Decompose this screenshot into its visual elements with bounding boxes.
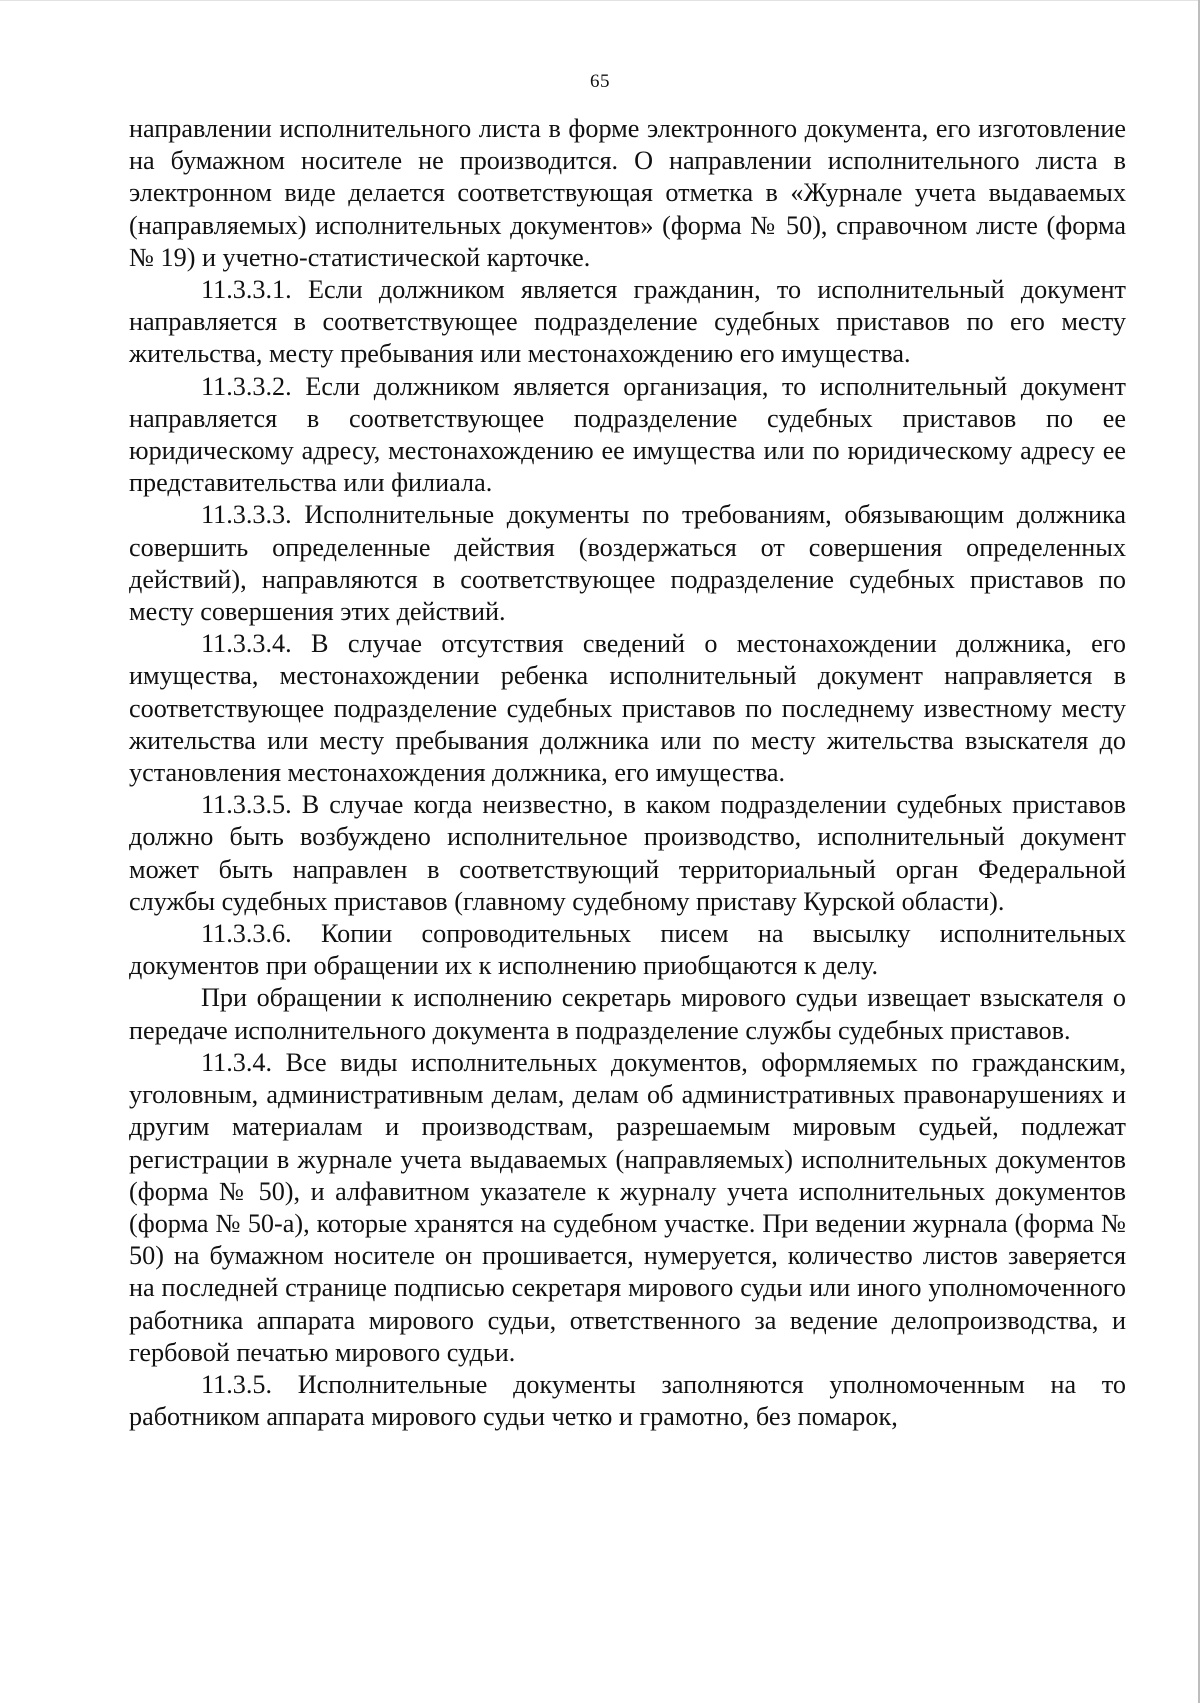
paragraph-11-3-3-5: 11.3.3.5. В случае когда неизвестно, в каком подразделении судебных приставов должно быть возбуждено исполнительное производство, исполнительный документ может быть направлен в соответствующий территориальный орган Федеральной службы судебных приставов (главному судебному приставу Курской области). <box>129 790 1126 916</box>
paragraph-11-3-5: 11.3.5. Исполнительные документы заполняются уполномоченным на то работником аппарата мирового судьи четко и грамотно, без помарок, <box>129 1369 1126 1432</box>
document-body <box>129 113 1126 1433</box>
paragraph-notification: При обращении к исполнению секретарь мирового судьи извещает взыскателя о передаче исполнительного документа в подразделение службы судебных приставов. <box>129 983 1126 1045</box>
paragraph-continuation: направлении исполнительного листа в форме электронного документа, его изготовление на бумажном носителе не производится. О направлении исполнительного листа в электронном виде делается соответствующая отметка в «Журнале учета выдаваемых (направляемых) исполнительных документов» (форма № 50), справочном листе (форма № 19) и учетно-статистической карточке. <box>129 114 1126 272</box>
paragraph-11-3-3-3: 11.3.3.3. Исполнительные документы по требованиям, обязывающим должника совершить определенные действия (воздержаться от совершения определенных действий), направляются в соответствующее подразделение судебных приставов по месту совершения этих действий. <box>129 500 1126 627</box>
page-number: 65 <box>590 71 610 92</box>
paragraph-11-3-3-6: 11.3.3.6. Копии сопроводительных писем на высылку исполнительных документов при обращении их к исполнению приобщаются к делу. <box>129 919 1126 981</box>
paragraph-11-3-3-1: 11.3.3.1. Если должником является гражданин, то исполнительный документ направляется в соответствующее подразделение судебных приставов по его месту жительства, месту пребывания или местонахождению его имущества. <box>129 275 1126 369</box>
paragraph-11-3-3-2: 11.3.3.2. Если должником является организация, то исполнительный документ направляется в соответствующее подразделение судебных приставов по ее юридическому адресу, местонахождению ее имущества или по юридическому адресу ее представительства или филиала. <box>129 371 1126 498</box>
paragraph-11-3-4: 11.3.4. Все виды исполнительных документов, оформляемых по гражданским, уголовным, административным делам, делам об административных правонарушениях и другим материалам и производствам, разрешаемым мировым судьей, подлежат регистрации в журнале учета выдаваемых (направляемых) исполнительных документов (форма № 50), и алфавитном указателе к журналу учета исполнительных документов (форма № 50-а), которые хранятся на судебном участке. При ведении журнала (форма № 50) на бумажном носителе он прошивается, нумеруется, количество листов заверяется на последней странице подписью секретаря мирового судьи или иного уполномоченного работника аппарата мирового судьи, ответственного за ведение делопроизводства, и гербовой печатью мирового судьи. <box>129 1047 1126 1367</box>
scan-edge-top <box>0 0 1200 1</box>
paragraph-11-3-3-4: 11.3.3.4. В случае отсутствия сведений о местонахождении должника, его имущества, местонахождении ребенка исполнительный документ направляется в соответствующее подразделение судебных приставов по последнему известному месту жительства или месту пребывания должника или по месту жительства взыскателя до установления местонахождения должника, его имущества. <box>129 629 1126 788</box>
